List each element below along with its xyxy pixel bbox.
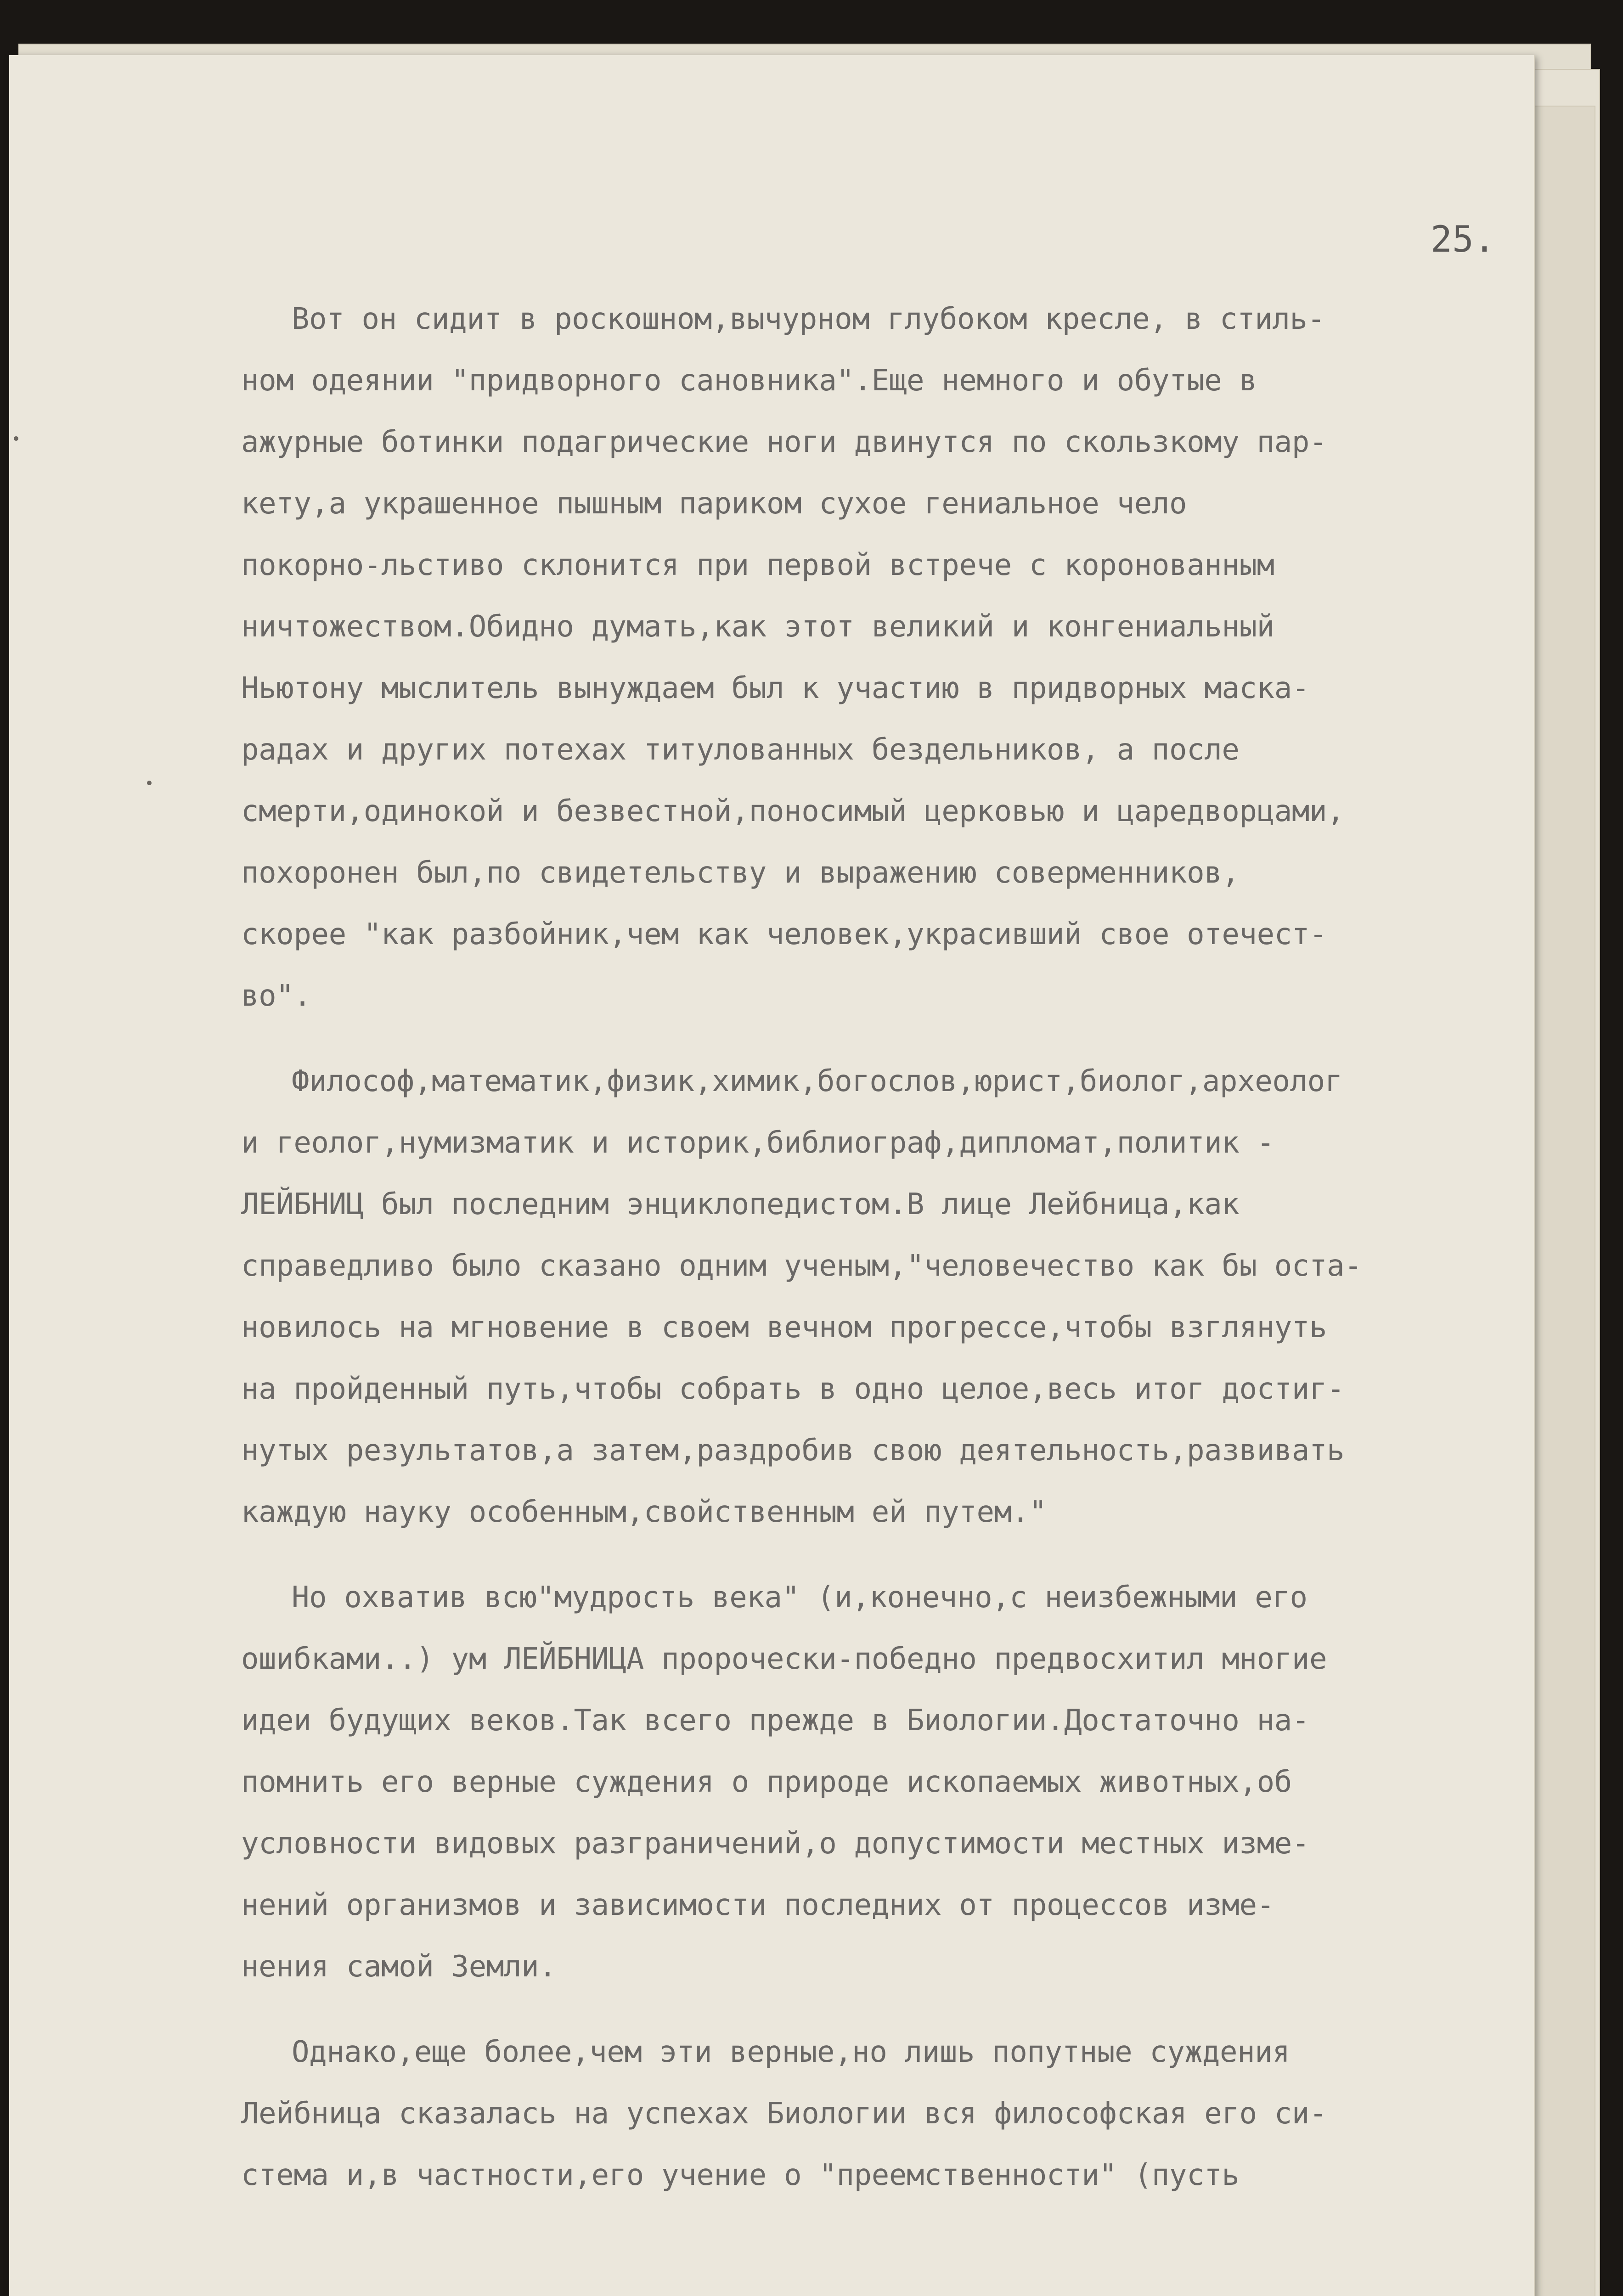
text-line: идеи будущих веков.Так всего прежде в Биологии.Достаточно на- bbox=[241, 1704, 1310, 1738]
text-line: кету,а украшенное пышным париком сухое гениальное чело bbox=[241, 487, 1187, 521]
text-line: во". bbox=[241, 979, 311, 1013]
text-line: ном одеянии "придворного сановника".Еще немного и обутые в bbox=[241, 364, 1257, 398]
text-line: и геолог,нумизматик и историк,библиограф,дипломат,политик - bbox=[241, 1126, 1274, 1160]
text-line: ничтожеством.Обидно думать,как этот великий и конгениальный bbox=[241, 610, 1274, 644]
paragraph-gap bbox=[241, 1027, 1518, 1051]
text-line: новилось на мгновение в своем вечном прогрессе,чтобы взглянуть bbox=[241, 1311, 1327, 1345]
page-number: 25. bbox=[1431, 219, 1495, 260]
text-line: ажурные ботинки подагрические ноги двинутся по скользкому пар- bbox=[241, 425, 1327, 459]
text-line: Но охватив всю"мудрость века" (и,конечно,с неизбежными его bbox=[292, 1581, 1307, 1615]
text-line: похоронен был,по свидетельству и выражению соверменников, bbox=[241, 856, 1240, 890]
text-line: нений организмов и зависимости последних от процессов изме- bbox=[241, 1888, 1274, 1922]
text-line: радах и других потехах титулованных бездельников, а после bbox=[241, 733, 1240, 767]
text-line: справедливо было сказано одним ученым,"человечество как бы оста- bbox=[241, 1249, 1362, 1283]
text-line: ЛЕЙБНИЦ был последним энциклопедистом.В лице Лейбница,как bbox=[241, 1187, 1240, 1221]
text-line: Однако,еще более,чем эти верные,но лишь попутные суждения bbox=[292, 2035, 1290, 2069]
text-line: нутых результатов,а затем,раздробив свою деятельность,развивать bbox=[241, 1434, 1345, 1468]
text-line: помнить его верные суждения о природе ископаемых животных,об bbox=[241, 1765, 1292, 1799]
paragraph-gap bbox=[241, 1543, 1518, 1567]
text-line: Философ,математик,физик,химик,богослов,юрист,биолог,археолог bbox=[292, 1064, 1342, 1098]
typed-body-text bbox=[241, 288, 1518, 2206]
text-line: покорно-льстиво склонится при первой встрече с коронованным bbox=[241, 548, 1274, 582]
text-line: ошибками..) ум ЛЕЙБНИЦА пророчески-победно предвосхитил многие bbox=[241, 1642, 1327, 1676]
margin-dot bbox=[14, 436, 18, 441]
text-line: каждую науку особенным,свойственным ей путем." bbox=[241, 1495, 1047, 1529]
text-line: скорее "как разбойник,чем как человек,украсивший свое отечест- bbox=[241, 917, 1327, 951]
text-line: Ньютону мыслитель вынуждаем был к участию в придворных маска- bbox=[241, 671, 1310, 705]
text-line: Лейбница сказалась на успехах Биологии вся философская его си- bbox=[241, 2097, 1327, 2131]
text-line: смерти,одинокой и безвестной,поносимый церковью и царедворцами, bbox=[241, 794, 1345, 828]
text-line: условности видовых разграничений,о допустимости местных изме- bbox=[241, 1827, 1310, 1861]
text-line: нения самой Земли. bbox=[241, 1950, 557, 1984]
text-line: стема и,в частности,его учение о "преемственности" (пусть bbox=[241, 2158, 1240, 2192]
paragraph-gap bbox=[241, 1998, 1518, 2021]
text-line: на пройденный путь,чтобы собрать в одно целое,весь итог достиг- bbox=[241, 1372, 1345, 1406]
margin-dot bbox=[147, 781, 152, 785]
text-line: Вот он сидит в роскошном,вычурном глубоком кресле, в стиль- bbox=[292, 302, 1325, 336]
